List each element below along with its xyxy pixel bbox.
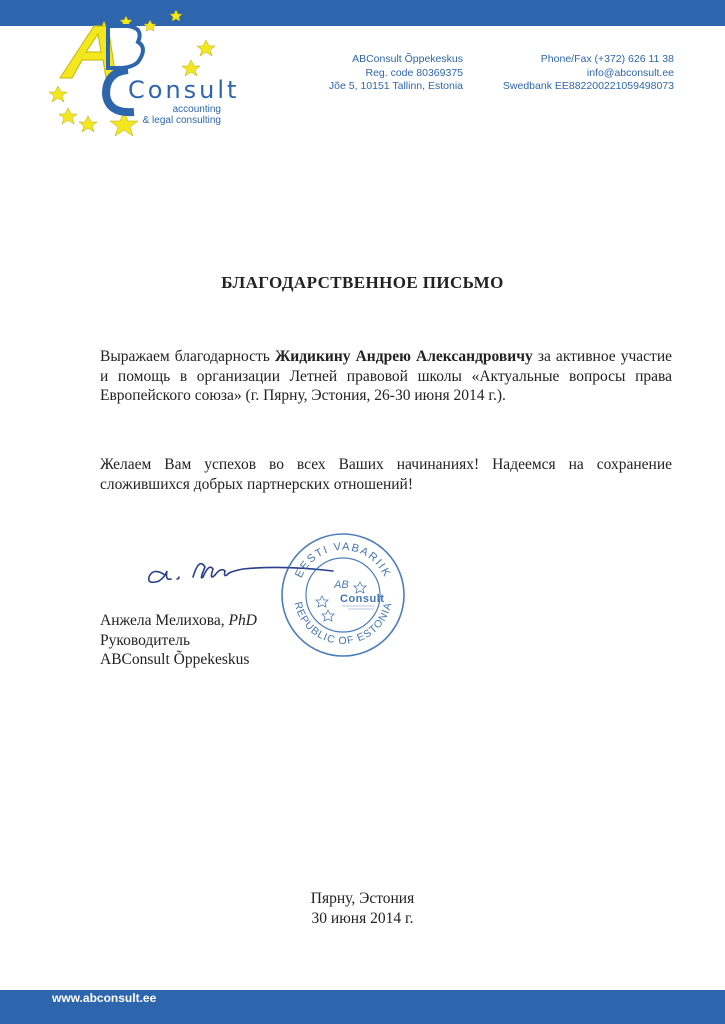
- star-icon: [316, 596, 328, 607]
- svg-text:EESTI VABARIIK: [293, 541, 393, 580]
- stamp-logo-word: Consult: [340, 593, 385, 605]
- email: info@abconsult.ee: [586, 66, 674, 79]
- bank-account: Swedbank EE882200221059498073: [502, 80, 674, 92]
- signature-block: [100, 611, 257, 670]
- phone-fax: Phone/Fax (+372) 626 11 38: [540, 53, 674, 65]
- stamp-top-text: EESTI VABARIIK: [292, 540, 394, 580]
- signer-position: Руководитель: [100, 631, 191, 649]
- wishes-paragraph: Желаем Вам успехов во всех Ваших начинаниях! Надеемся на сохранение сложившихся добрых партнерских отношений!: [100, 456, 672, 493]
- signer-name-line: Анжела Мелихова, PhD: [100, 612, 257, 629]
- official-stamp: [278, 530, 408, 660]
- date: 30 июня 2014 г.: [311, 909, 414, 927]
- header-address-left: [329, 53, 463, 94]
- signer-organization: ABConsult Õppekeskus: [100, 651, 250, 668]
- star-icon: [322, 610, 334, 621]
- document-title: БЛАГОДАРСТВЕННОЕ ПИСЬМО: [221, 273, 504, 292]
- place: Пярну, Эстония: [310, 890, 415, 907]
- logo-subtitle: accounting & legal consulting: [142, 104, 221, 126]
- svg-text:REPUBLIC OF ESTONIA: [292, 601, 395, 647]
- stamp-bottom-text: REPUBLIC OF ESTONIA: [291, 600, 395, 647]
- star-icon: [144, 20, 156, 31]
- star-icon: [182, 60, 200, 76]
- star-icon: [354, 582, 366, 593]
- reg-code: Reg. code 80369375: [365, 66, 463, 79]
- logo-wordmark: Consult: [128, 76, 240, 104]
- footer-website: www.abconsult.ee: [52, 991, 157, 1005]
- gratitude-paragraph: [100, 347, 672, 406]
- recipient-name: Жидикину Андрею Александровичу: [274, 348, 533, 365]
- star-icon: [197, 40, 215, 56]
- star-icon: [79, 116, 97, 132]
- stamp-logo-letters: AB: [334, 579, 349, 591]
- header-address-right: [503, 53, 674, 94]
- street-address: Jõe 5, 10151 Tallinn, Estonia: [328, 80, 463, 92]
- star-icon: [49, 86, 67, 102]
- signer-degree: PhD: [228, 612, 257, 629]
- place-and-date: [0, 889, 725, 928]
- p1-start: Выражаем благодарность: [100, 348, 275, 365]
- star-icon: [59, 108, 77, 124]
- org-name: ABConsult Õppekeskus: [352, 53, 463, 65]
- p1-end: за активное участие и помощь в организации Летней правовой школы «Актуальные вопросы права Европейского союза» (г. Пярну, Эстония, 26-30 июня 2014 г.).: [100, 348, 673, 404]
- star-icon: [170, 10, 182, 21]
